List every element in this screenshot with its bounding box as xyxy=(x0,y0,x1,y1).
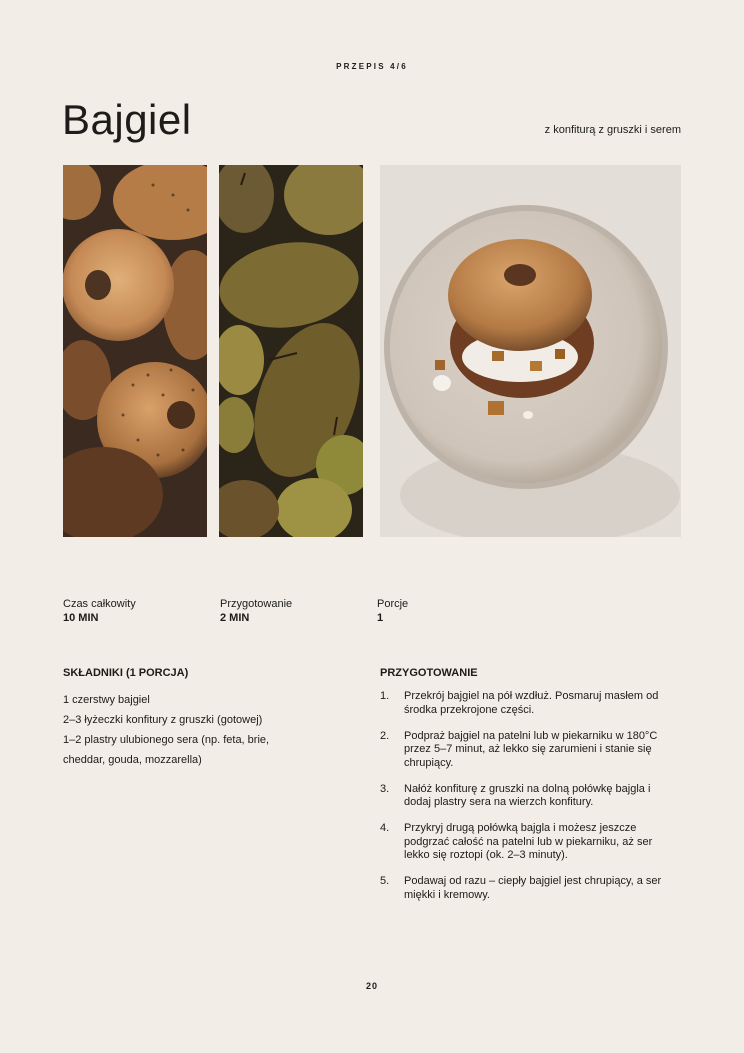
stat-prep-time xyxy=(220,597,292,625)
stat-value: 10 MIN xyxy=(63,612,99,624)
step-number: 4. xyxy=(380,822,390,834)
preparation-steps xyxy=(380,690,680,915)
recipe-title: Bajgiel xyxy=(62,96,192,143)
stat-total-time xyxy=(63,597,136,625)
stat-label: Porcje xyxy=(377,598,409,610)
step-text: Nałóż konfiturę z gruszki na dolną połówkę bajgla i dodaj plastry sera na wierzch konfitury. xyxy=(404,782,651,808)
step-item xyxy=(380,730,680,771)
step-number: 5. xyxy=(380,875,390,887)
recipe-counter: PRZEPIS 4/6 xyxy=(336,62,408,71)
stat-value: 2 MIN xyxy=(220,612,250,624)
ingredient-line: cheddar, gouda, mozzarella) xyxy=(63,754,202,766)
step-item xyxy=(380,783,680,810)
stat-label: Przygotowanie xyxy=(220,598,293,610)
ingredient-line: 1–2 plastry ulubionego sera (np. feta, brie, xyxy=(63,734,270,746)
page-number: 20 xyxy=(365,981,378,991)
stat-label: Czas całkowity xyxy=(63,598,136,610)
step-number: 2. xyxy=(380,729,390,742)
step-item xyxy=(380,822,680,863)
plated-bagel-photo xyxy=(380,165,681,537)
step-number: 3. xyxy=(380,782,390,795)
step-text: Podawaj od razu – ciepły bajgiel jest chrupiący, a ser miękki i kremowy. xyxy=(404,875,662,901)
ingredient-line: 1 czerstwy bajgiel xyxy=(63,694,150,706)
bagels-photo xyxy=(63,165,207,537)
stat-servings xyxy=(377,597,408,625)
ingredients-heading: SKŁADNIKI (1 PORCJA) xyxy=(63,667,189,679)
step-text: Przekrój bajgiel na pół wzdłuż. Posmaruj masłem od środka przekrojone części. xyxy=(404,690,659,716)
stat-value: 1 xyxy=(377,612,384,624)
recipe-subtitle: z konfiturą z gruszki i serem xyxy=(544,124,681,136)
ingredient-line: 2–3 łyżeczki konfitury z gruszki (gotowej) xyxy=(63,714,263,726)
ingredients-list xyxy=(63,690,303,770)
pears-photo xyxy=(219,165,363,537)
step-text: Przykryj drugą połówką bajgla i możesz jeszcze podgrzać całość na patelni lub w piekarniku, aż ser lekko się roztopi (ok. 2–3 minuty). xyxy=(404,822,653,861)
step-item xyxy=(380,875,680,902)
step-number: 1. xyxy=(380,690,390,702)
step-text: Podpraż bajgiel na patelni lub w piekarniku w 180°C przez 5–7 minut, aż lekko się zarumieni i stanie się chrupiący. xyxy=(404,729,658,769)
preparation-heading: PRZYGOTOWANIE xyxy=(380,667,478,679)
step-item xyxy=(380,690,680,717)
